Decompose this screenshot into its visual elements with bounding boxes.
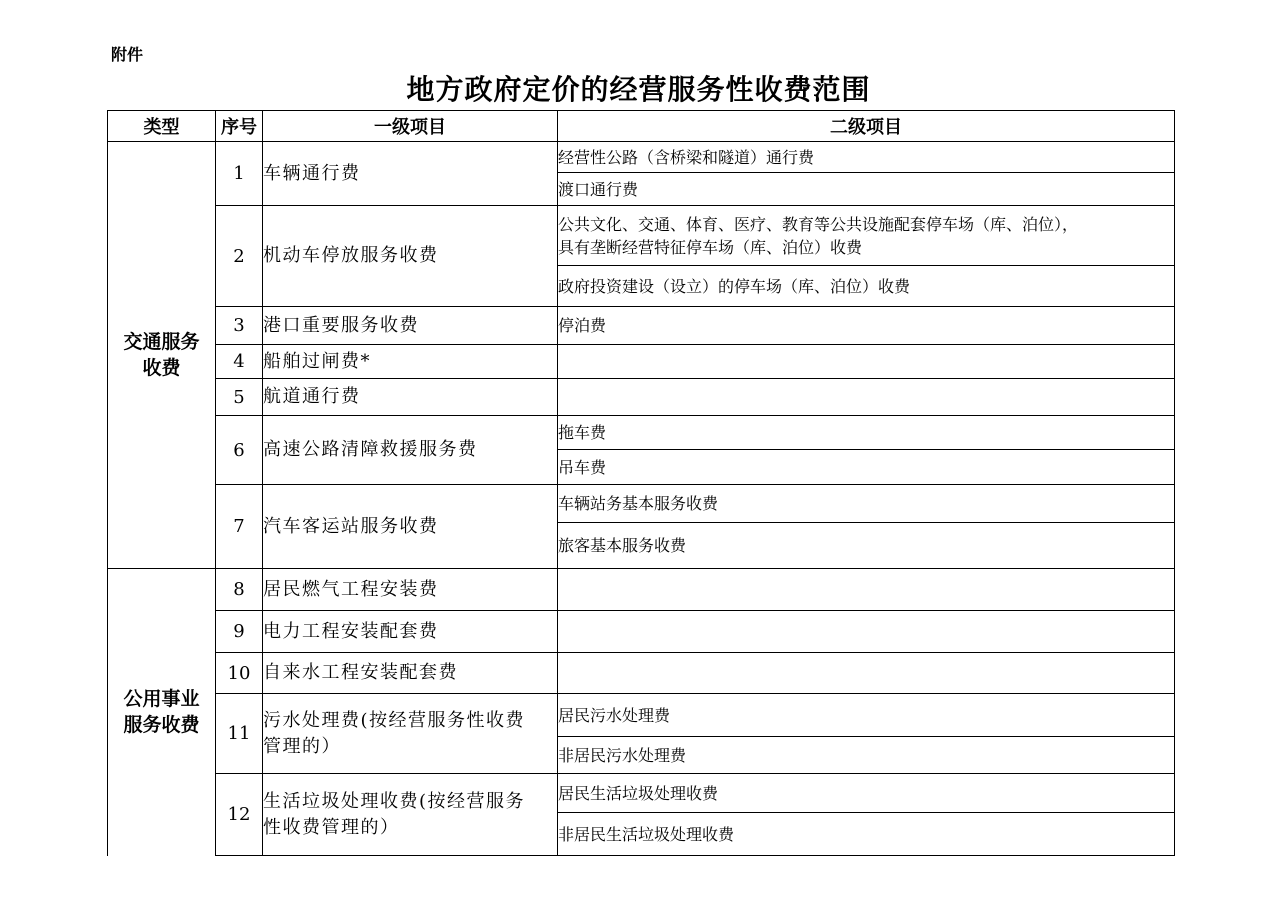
level1-item	[263, 653, 558, 694]
level2-item	[558, 416, 1175, 450]
level2-item	[558, 813, 1175, 856]
level1-text: 管理的）	[263, 735, 341, 757]
type-label-line: 公用事业	[123, 688, 200, 711]
table-row	[108, 485, 1175, 523]
type-label-line: 服务收费	[123, 714, 200, 737]
level2-text: 公共文化、交通、体育、医疗、教育等公共设施配套停车场（库、泊位），	[558, 214, 1079, 234]
item-number: 8	[216, 569, 263, 611]
level2-item	[558, 737, 1175, 774]
level1-item	[263, 345, 558, 379]
level1-text: 机动车停放服务收费	[263, 245, 439, 266]
level1-text: 航道通行费	[263, 386, 361, 407]
level2-text: 经营性公路（含桥梁和隧道）通行费	[558, 147, 815, 167]
level2-text: 渡口通行费	[558, 179, 639, 199]
level1-item	[263, 206, 558, 307]
table-header-row	[108, 111, 1175, 142]
column-header-type: 类型	[108, 111, 216, 142]
level1-text: 电力工程安装配套费	[263, 620, 439, 642]
item-number: 1	[216, 142, 263, 206]
level2-item	[558, 450, 1175, 485]
level1-text: 自来水工程安装配套费	[263, 662, 458, 683]
level1-text: 车辆通行费	[263, 162, 361, 184]
table-row	[108, 569, 1175, 611]
level2-text: 居民污水处理费	[558, 705, 671, 725]
level2-item	[558, 694, 1175, 737]
level2-item	[558, 206, 1175, 266]
level2-item	[558, 569, 1175, 611]
table-row	[108, 611, 1175, 653]
table-row	[108, 345, 1175, 379]
level1-item	[263, 416, 558, 485]
level1-item	[263, 379, 558, 416]
item-number: 7	[216, 485, 263, 569]
level1-text: 居民燃气工程安装费	[263, 578, 439, 600]
page-title: 地方政府定价的经营服务性收费范围	[406, 73, 871, 106]
item-number: 11	[216, 694, 263, 774]
level2-item	[558, 307, 1175, 345]
type-cell-utility	[108, 569, 216, 856]
item-number: 6	[216, 416, 263, 485]
table-row	[108, 379, 1175, 416]
table-row	[108, 307, 1175, 345]
level1-text: 生活垃圾处理收费(按经营服务	[263, 790, 526, 812]
column-header-level2: 二级项目	[558, 111, 1175, 142]
item-number: 2	[216, 206, 263, 307]
level1-text: 船舶过闸费*	[263, 350, 371, 372]
level2-text: 非居民污水处理费	[558, 745, 687, 765]
type-label-line: 交通服务	[123, 331, 200, 353]
level2-item	[558, 653, 1175, 694]
level2-text: 非居民生活垃圾处理收费	[558, 824, 735, 844]
level1-item	[263, 485, 558, 569]
table-row	[108, 206, 1175, 266]
level2-text: 拖车费	[558, 423, 607, 442]
level2-text: 旅客基本服务收费	[558, 536, 687, 555]
level2-text: 政府投资建设（设立）的停车场（库、泊位）收费	[558, 276, 911, 296]
column-header-level1: 一级项目	[263, 111, 558, 142]
level1-text: 污水处理费(按经营服务性收费	[263, 709, 526, 731]
level2-item	[558, 611, 1175, 653]
column-header-number: 序号	[216, 111, 263, 142]
level1-item	[263, 142, 558, 206]
level2-text: 具有垄断经营特征停车场（库、泊位）收费	[558, 237, 863, 257]
level2-text: 居民生活垃圾处理收费	[558, 783, 719, 803]
level1-item	[263, 774, 558, 856]
attachment-label: 附件	[111, 45, 144, 64]
item-number: 12	[216, 774, 263, 856]
table-row	[108, 142, 1175, 173]
level1-item	[263, 569, 558, 611]
level2-item	[558, 173, 1175, 206]
level1-text: 性收费管理的）	[263, 816, 400, 838]
level1-item	[263, 694, 558, 774]
level2-text: 停泊费	[558, 316, 607, 335]
type-label-line: 收费	[142, 357, 181, 379]
level1-item	[263, 307, 558, 345]
level2-item	[558, 345, 1175, 379]
level2-text: 吊车费	[558, 457, 607, 477]
level1-item	[263, 611, 558, 653]
item-number: 3	[216, 307, 263, 345]
type-cell-transport	[108, 142, 216, 569]
level1-text: 港口重要服务收费	[263, 314, 419, 336]
level2-item	[558, 774, 1175, 813]
item-number: 5	[216, 379, 263, 416]
item-number: 10	[216, 653, 263, 694]
level2-text: 车辆站务基本服务收费	[558, 494, 719, 513]
table-row	[108, 416, 1175, 450]
level2-item	[558, 266, 1175, 307]
item-number: 4	[216, 345, 263, 379]
level2-item	[558, 523, 1175, 569]
fee-scope-table	[107, 110, 1175, 856]
level2-item	[558, 379, 1175, 416]
table-row	[108, 653, 1175, 694]
level2-item	[558, 485, 1175, 523]
level1-text: 汽车客运站服务收费	[263, 515, 439, 537]
level2-item	[558, 142, 1175, 173]
table-row	[108, 774, 1175, 813]
table-row	[108, 694, 1175, 737]
item-number: 9	[216, 611, 263, 653]
level1-text: 高速公路清障救援服务费	[263, 439, 478, 460]
